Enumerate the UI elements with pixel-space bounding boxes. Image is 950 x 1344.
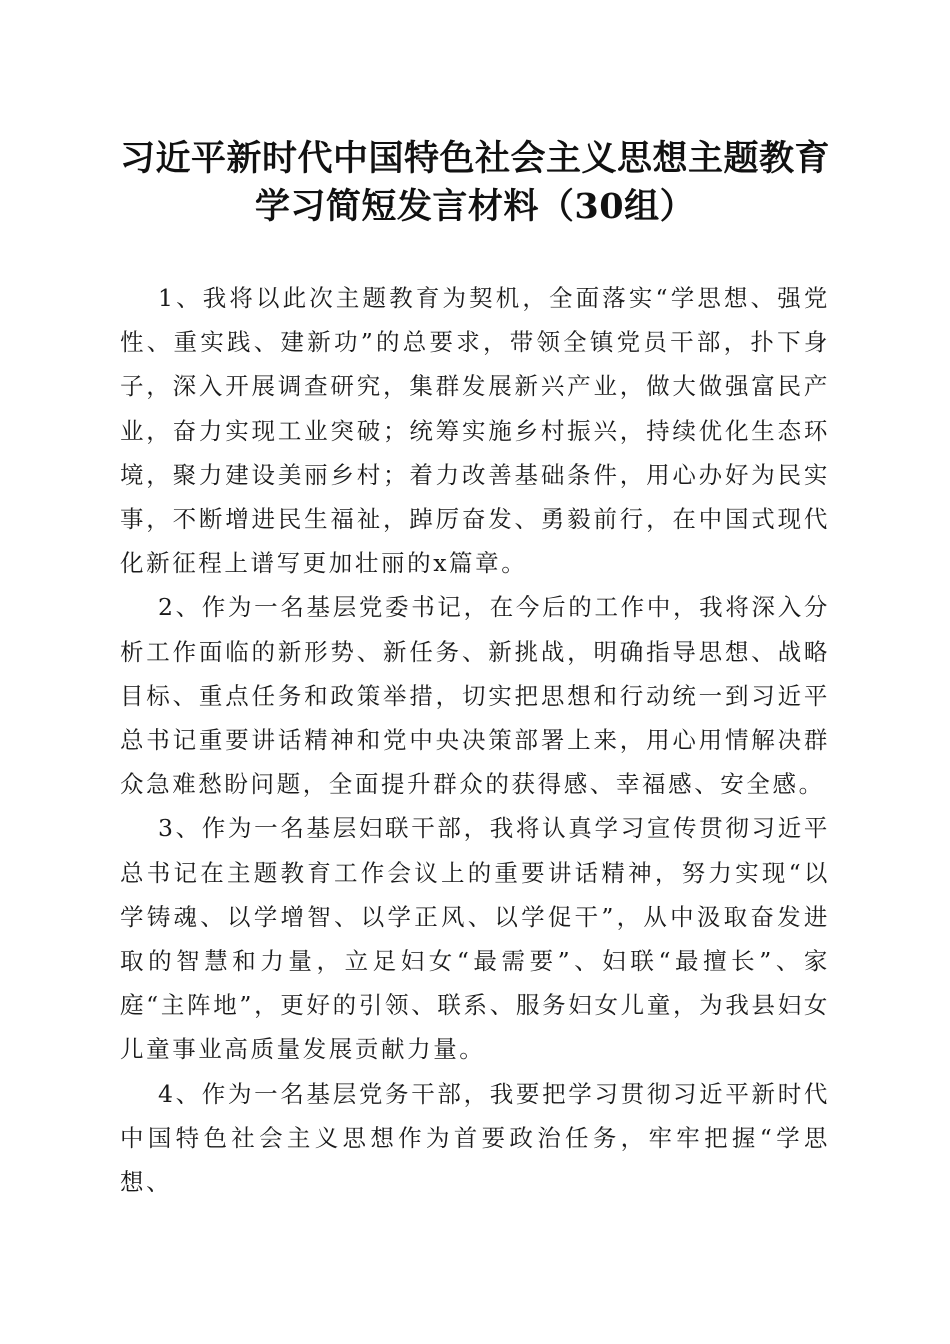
document-title-line-1: 习近平新时代中国特色社会主义思想主题教育 [119, 138, 830, 179]
document-body [120, 276, 830, 1204]
paragraph-3: 3、作为一名基层妇联干部，我将认真学习宣传贯彻习近平总书记在主题教育工作会议上的重要讲话精神，努力实现“以学铸魂、以学增智、以学正风、以学促干”，从中汲取奋发进取的智慧和力量，立足妇女“最需要”、妇联“最擅长”、家庭“主阵地”，更好的引领、联系、服务妇女儿童，为我县妇女儿童事业高质量发展贡献力量。 [120, 814, 830, 1064]
document-title-line-2: 学习简短发言材料（30组） [254, 186, 696, 227]
paragraph-2: 2、作为一名基层党委书记，在今后的工作中，我将深入分析工作面临的新形势、新任务、新挑战，明确指导思想、战略目标、重点任务和政策举措，切实把思想和行动统一到习近平总书记重要讲话精神和党中央决策部署上来，用心用情解决群众急难愁盼问题，全面提升群众的获得感、幸福感、安全感。 [120, 593, 830, 799]
paragraph-1: 1、我将以此次主题教育为契机，全面落实“学思想、强党性、重实践、建新功”的总要求，带领全镇党员干部，扑下身子，深入开展调查研究，集群发展新兴产业，做大做强富民产业，奋力实现工业突破；统筹实施乡村振兴，持续优化生态环境，聚力建设美丽乡村；着力改善基础条件，用心办好为民实事，不断增进民生福祉，踔厉奋发、勇毅前行，在中国式现代化新征程上谱写更加壮丽的x篇章。 [120, 284, 830, 578]
paragraph-4: 4、作为一名基层党务干部，我要把学习贯彻习近平新时代中国特色社会主义思想作为首要政治任务，牢牢把握“学思想、 [120, 1079, 830, 1197]
